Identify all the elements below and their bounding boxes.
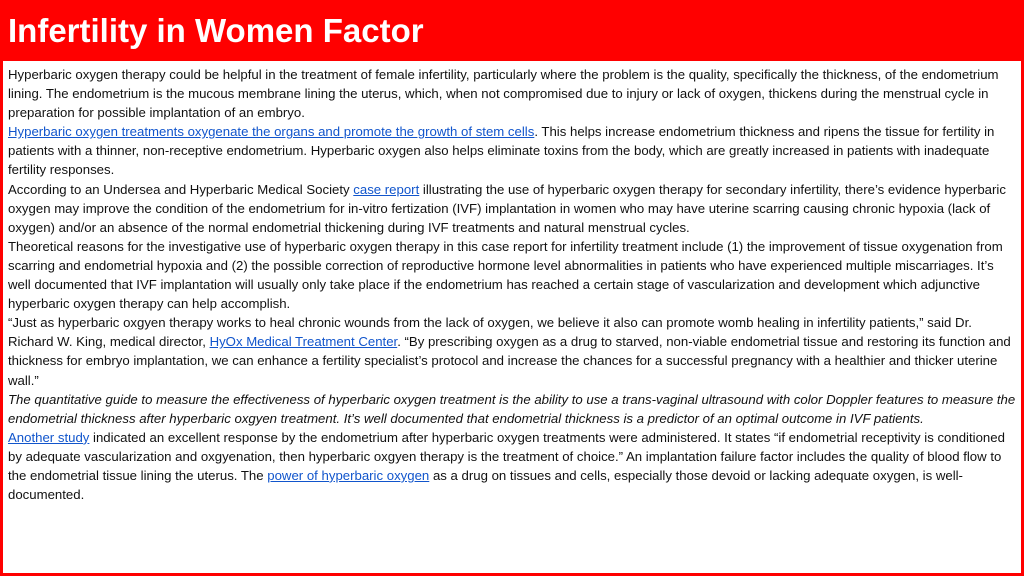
- paragraph-case-report-before: According to an Undersea and Hyperbaric Medical Society: [8, 181, 354, 197]
- paragraph-intro: Hyperbaric oxygen therapy could be helpful in the treatment of female infertility, particularly where the problem is the quality, specifically the thickness, of the endometrium lining. The endometrium is the mucous membrane lining the uterus, which, when not compromised due to injury or lack of oxygen, thickens during the menstrual cycle in preparation for possible implantation of an embryo.: [8, 67, 999, 121]
- paragraph-quote: [8, 313, 1017, 389]
- paragraph-another-study-middle: indicated an excellent response by the endometrium after hyperbaric oxygen treatments were administered. It states “if endometrial receptivity is conditioned by adequate vascularization and oxgyenation, then hyperbaric oxgyen therapy is the treatment of choice.” An implantation failure factor includes the quality of blood flow to the endometrial tissue lining the uterus. The: [8, 429, 1005, 483]
- paragraph-another-study-after: as a drug on tissues and cells, especially those devoid or lacking adequate oxygen, is well-documented.: [8, 467, 963, 503]
- power-of-hyperbaric-oxygen-link[interactable]: power of hyperbaric oxygen: [267, 467, 430, 483]
- content-panel: [3, 61, 1021, 573]
- paragraph-case-report: [8, 180, 1017, 237]
- paragraph-stem-cells-text: . This helps increase endometrium thickness and ripens the tissue for fertility in patients with a thinner, non-receptive endometrium. Hyperbaric oxygen also helps eliminate toxins from the body, which are greatly increased in patients with inadequate fertility responses.: [8, 124, 995, 178]
- paragraph-case-report-after: illustrating the use of hyperbaric oxygen therapy for secondary infertility, there’s evidence hyperbaric oxygen may improve the condition of the endometrium for in-vitro fertization (IVF) implantation in women who may have uterine scarring causing chronic hypoxia (lack of oxygen) and/or an absence of the normal endometrial thickening during IVF treatments and natural menstrual cycles.: [8, 181, 1006, 235]
- paragraph-quote-after: . “By prescribing oxygen as a drug to starved, non-viable endometrial tissue and restoring its function and thickness for embryo implantation, we can enhance a fertility specialist’s protocol and increase the chances for a successful pregnancy with a healthier and thicker uterine wall.”: [8, 334, 1011, 388]
- another-study-link[interactable]: Another study: [8, 429, 90, 445]
- paragraph-stem-cells: [8, 122, 1017, 179]
- paragraph-another-study: [8, 428, 1017, 504]
- paragraph-quantitative-guide: The quantitative guide to measure the effectiveness of hyperbaric oxygen treatment is the ability to use a trans-vaginal ultrasound with color Doppler features to measure the endometrial thickness after hyperbaric oxgyen treatment. It’s well documented that endometrial thickness is a predictor of an optimal outcome in IVF patients.: [8, 391, 1016, 426]
- case-report-link[interactable]: case report: [353, 181, 420, 197]
- slide-title: Infertility in Women Factor: [8, 12, 424, 49]
- stem-cells-link[interactable]: Hyperbaric oxygen treatments oxygenate the organs and promote the growth of stem cells: [8, 124, 535, 140]
- hyox-center-link[interactable]: HyOx Medical Treatment Center: [209, 334, 398, 350]
- paragraph-quote-before: “Just as hyperbaric oxgyen therapy works to heal chronic wounds from the lack of oxygen, we believe it also can promote womb healing in infertility patients,” said Dr. Richard W. King, medical director,: [8, 315, 972, 350]
- paragraph-theoretical-reasons: Theoretical reasons for the investigative use of hyperbaric oxygen therapy in this case report for infertility treatment include (1) the improvement of tissue oxygenation from scarring and endometrial hypoxia and (2) the possible correction of reproductive hormone level abnormalities in patients who have experienced multiple miscarriages. It’s well documented that IVF implantation will usually only take place if the endometrium has reached a certain stage of vascularization and development which adjunctive hyperbaric oxygen therapy can help accomplish.: [8, 238, 1003, 312]
